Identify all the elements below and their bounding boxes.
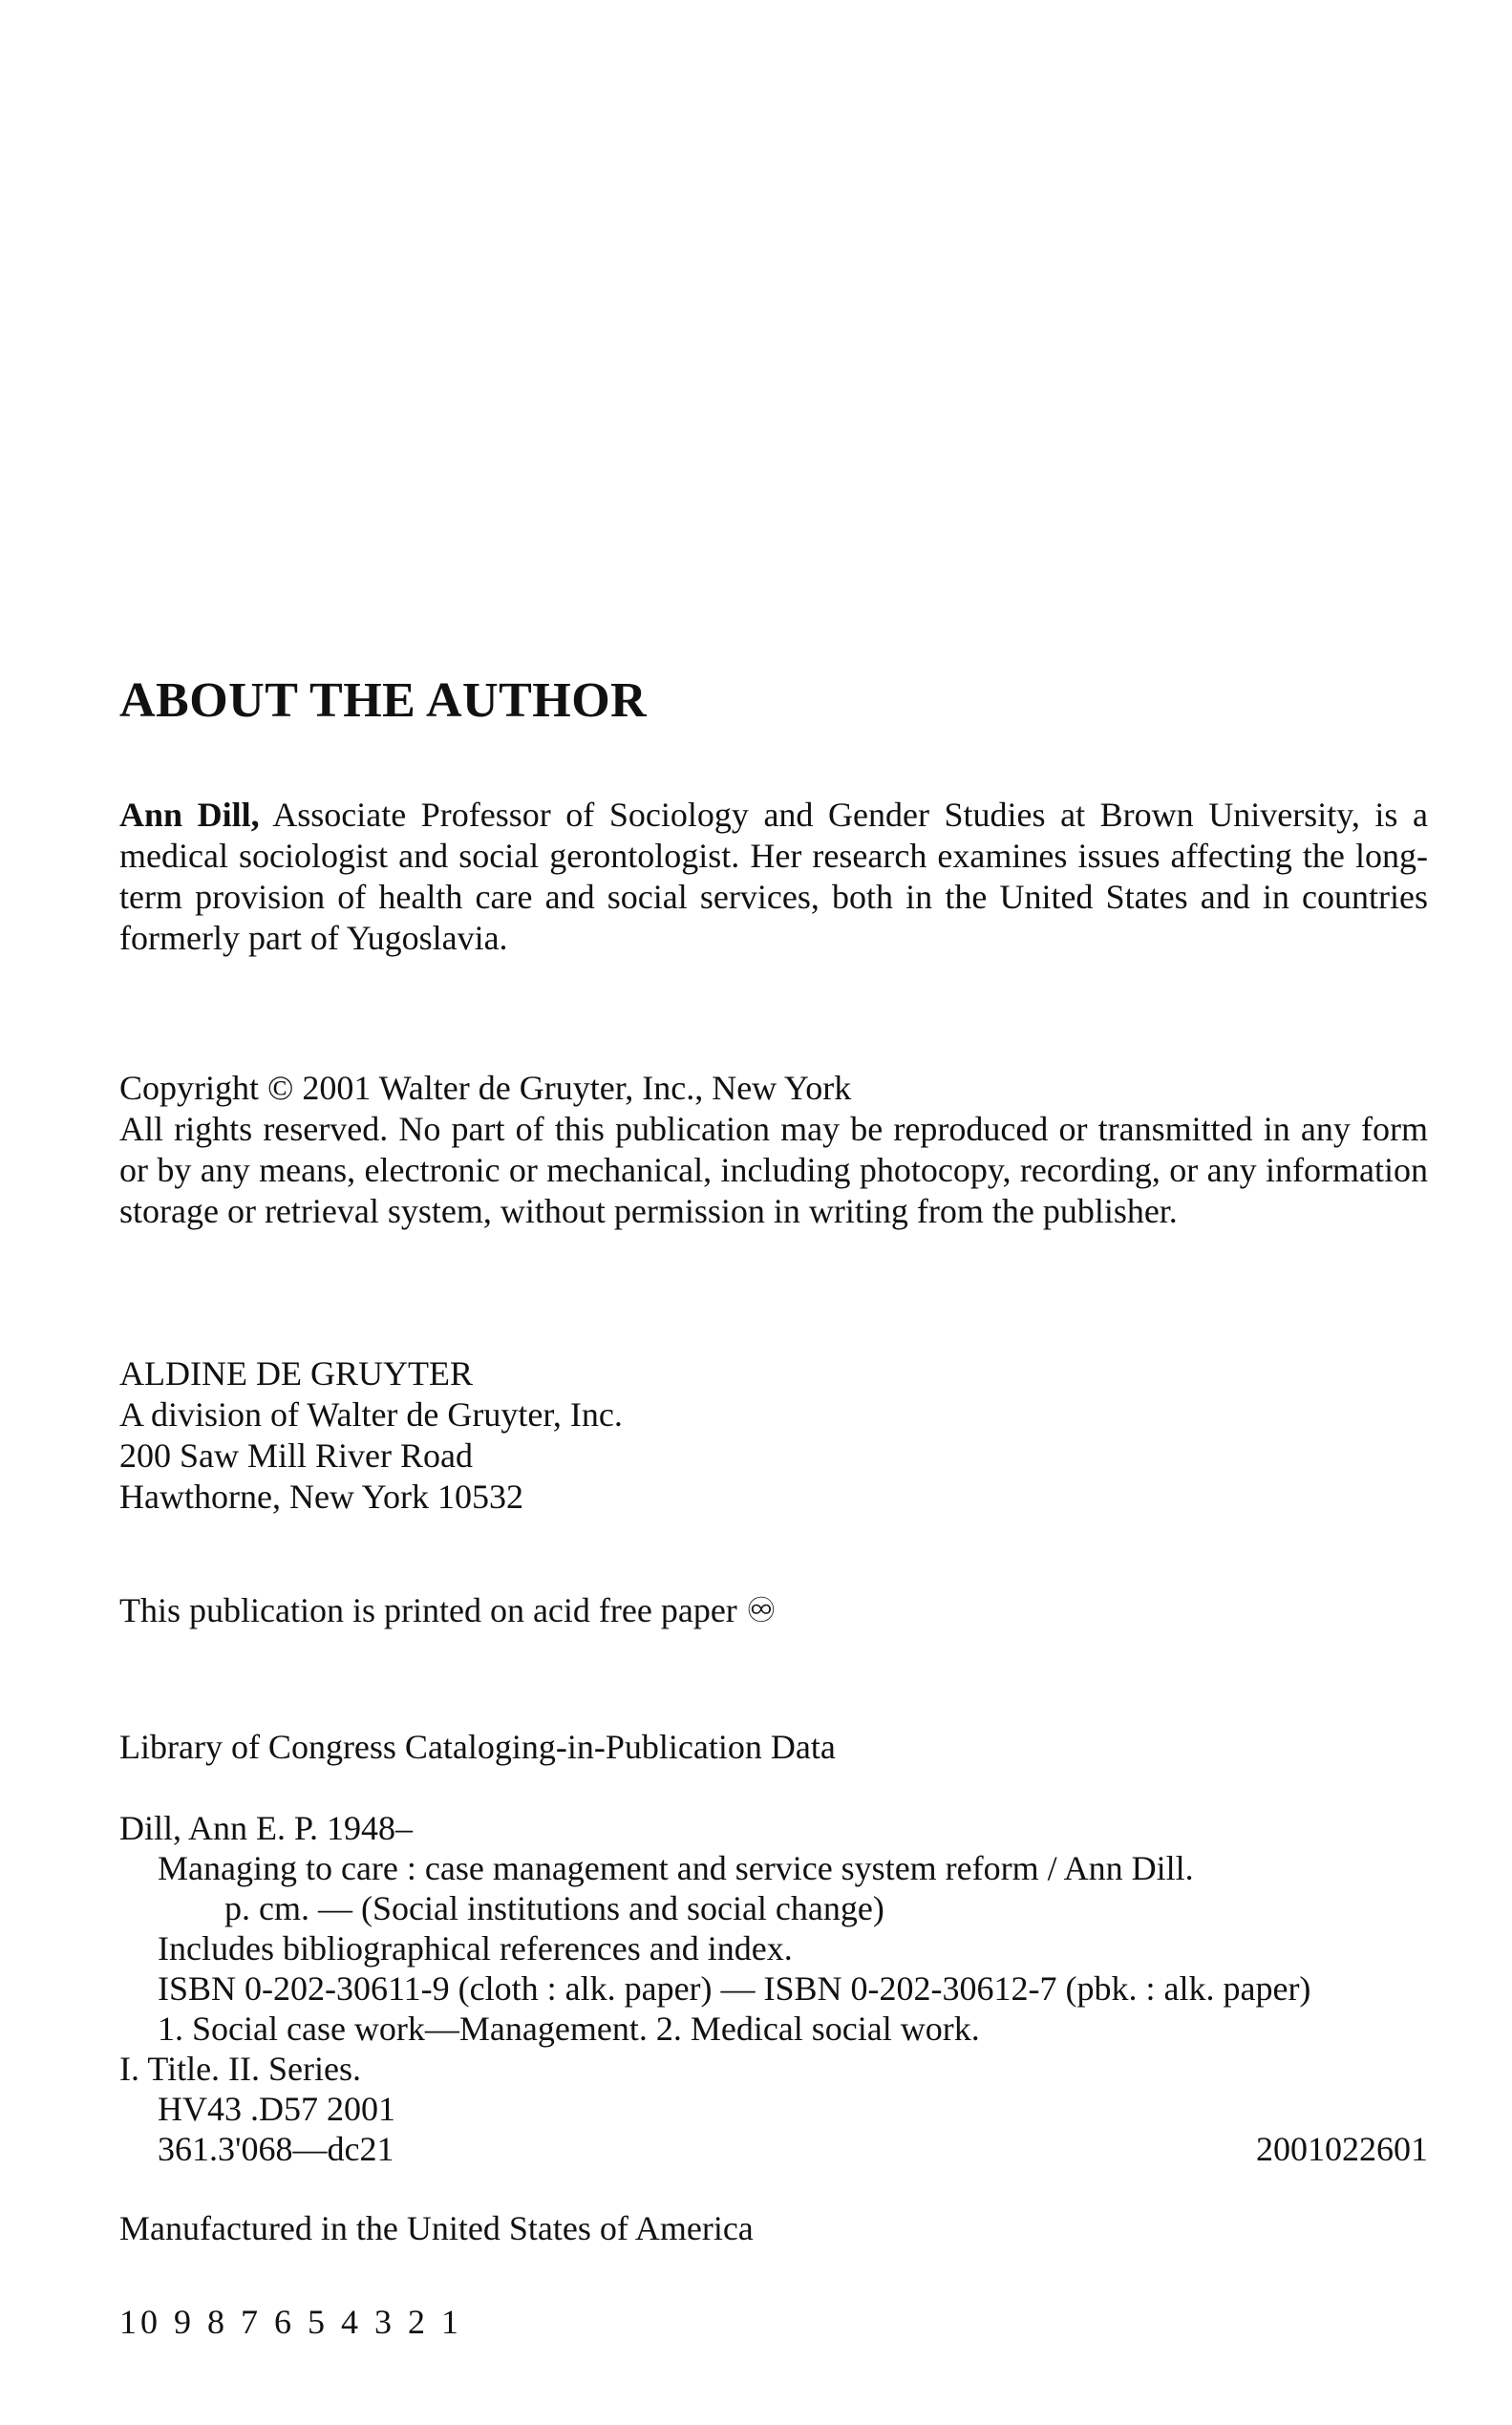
cip-dewey: 361.3'068—dc21 [158,2130,394,2168]
cip-record [119,1808,1428,2169]
cip-lccn: 2001022601 [1256,2130,1428,2168]
acid-free-notice: This publication is printed on acid free paper ♾ [119,1591,777,1629]
cip-classification-row [119,2129,1428,2169]
copyright-block [119,1068,1428,1232]
publisher-name: ALDINE DE GRUYTER [119,1354,473,1393]
publisher-address [119,1353,623,1518]
about-heading: ABOUT THE AUTHOR [119,673,648,728]
copyright-page [119,0,1428,2425]
cip-series-line: p. cm. — (Social institutions and social change) [224,1889,884,1927]
manufactured-notice: Manufactured in the United States of America [119,2209,754,2247]
printing-line: 10 9 8 7 6 5 4 3 2 1 [119,2303,462,2341]
cip-lc-class: HV43 .D57 2001 [158,2090,395,2128]
author-bio [119,795,1428,959]
publisher-street: 200 Saw Mill River Road [119,1436,473,1475]
cip-title-line: Managing to care : case management and service system reform / Ann Dill. [158,1849,1194,1887]
cip-isbn: ISBN 0-202-30611-9 (cloth : alk. paper) — ISBN 0-202-30612-7 (pbk. : alk. paper) [158,1969,1311,2008]
cip-subjects: 1. Social case work—Management. 2. Medical social work. [158,2010,980,2048]
rights-statement: All rights reserved. No part of this publication may be reproduced or transmitted in any form or by any means, electronic or mechanical, including photocopy, recording, or any information storage or retrieval system, without permission in writing from the publisher. [119,1110,1428,1230]
publisher-division: A division of Walter de Gruyter, Inc. [119,1395,623,1434]
cip-includes: Includes bibliographical references and index. [158,1929,793,1968]
author-name: Ann Dill, [119,796,260,834]
cip-title-series: I. Title. II. Series. [119,2050,362,2088]
cip-author: Dill, Ann E. P. 1948– [119,1809,414,1847]
copyright-line: Copyright © 2001 Walter de Gruyter, Inc., New York [119,1069,852,1107]
cip-title: Library of Congress Cataloging-in-Publication Data [119,1728,836,1766]
author-bio-text: Associate Professor of Sociology and Gender Studies at Brown University, is a medical sociologist and social gerontologist. Her research examines issues affecting the long-term provision of health care and social services, both in the United States and in countries formerly part of Yugoslavia. [119,796,1428,957]
publisher-city: Hawthorne, New York 10532 [119,1478,523,1516]
